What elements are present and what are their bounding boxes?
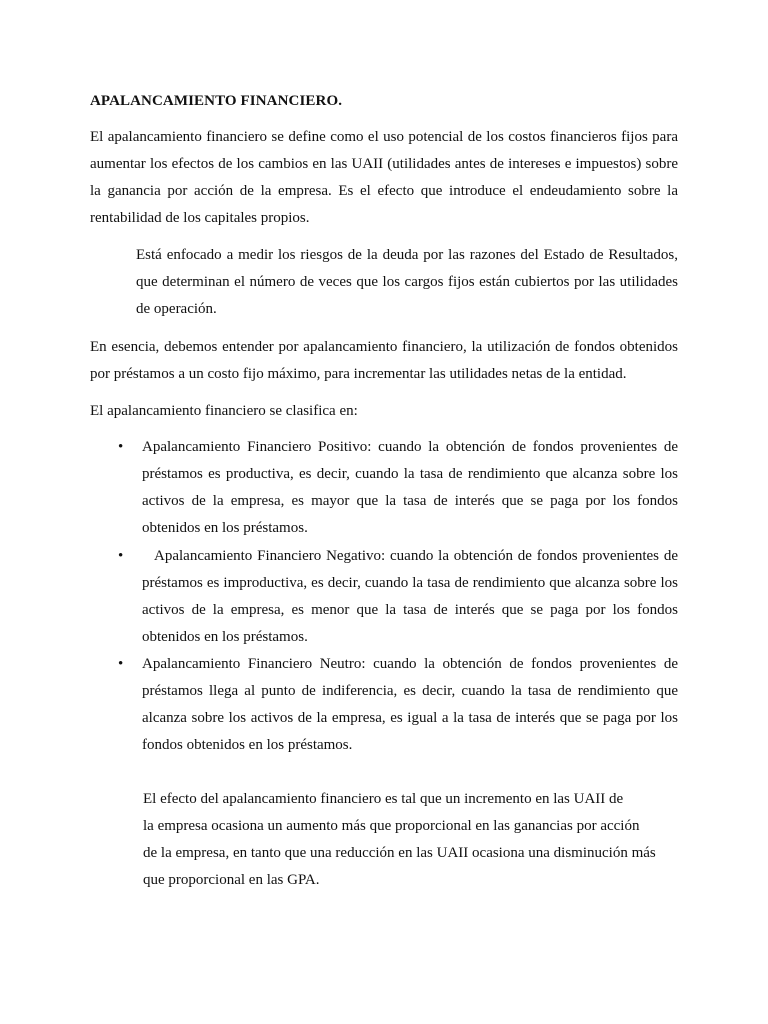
intro-paragraph: El apalancamiento financiero se define como el uso potencial de los costos financieros fijos para aumentar los efectos de los cambios en las UAII (utilidades antes de intereses e impuestos) sobre la ganancia por acción de la empresa. Es el efecto que introduce el endeudamiento sobre la rentabilidad de los capitales propios. (90, 129, 678, 226)
list-item-text: Apalancamiento Financiero Negativo: cuando la obtención de fondos provenientes de préstamos es improductiva, es decir, cuando la tasa de rendimiento que alcanza sobre los activos de la empresa, es menor que la tasa de interés que se paga por los fondos obtenidos en los préstamos. (142, 548, 678, 645)
bullet-icon: • (118, 548, 124, 564)
closing-line: de la empresa, en tanto que una reducción en las UAII ocasiona una disminución más (143, 845, 656, 861)
focus-paragraph: Está enfocado a medir los riesgos de la deuda por las razones del Estado de Resultados, que determinan el número de veces que los cargos fijos están cubiertos por las utilidades de operación. (136, 247, 678, 317)
closing-line: la empresa ocasiona un aumento más que proporcional en las ganancias por acción (143, 818, 640, 834)
essence-paragraph: En esencia, debemos entender por apalancamiento financiero, la utilización de fondos obtenidos por préstamos a un costo fijo máximo, para incrementar las utilidades netas de la entidad. (90, 339, 678, 382)
bullet-icon: • (118, 439, 124, 455)
closing-line: que proporcional en las GPA. (143, 872, 320, 888)
classification-paragraph: El apalancamiento financiero se clasifica en: (90, 403, 358, 419)
list-item-text: Apalancamiento Financiero Positivo: cuando la obtención de fondos provenientes de préstamos es productiva, es decir, cuando la tasa de rendimiento que alcanza sobre los activos de la empresa, es mayor que la tasa de interés que se paga por los fondos obtenidos en los préstamos. (142, 439, 678, 536)
document-title: APALANCAMIENTO FINANCIERO. (90, 93, 343, 109)
list-item-text: Apalancamiento Financiero Neutro: cuando la obtención de fondos provenientes de préstamos llega al punto de indiferencia, es decir, cuando la tasa de rendimiento que alcanza sobre los activos de la empresa, es igual a la tasa de interés que se paga por los fondos obtenidos en los préstamos. (142, 656, 678, 753)
closing-paragraph (143, 786, 663, 894)
closing-line: El efecto del apalancamiento financiero es tal que un incremento en las UAII de (143, 791, 624, 807)
bullet-icon: • (118, 656, 124, 672)
